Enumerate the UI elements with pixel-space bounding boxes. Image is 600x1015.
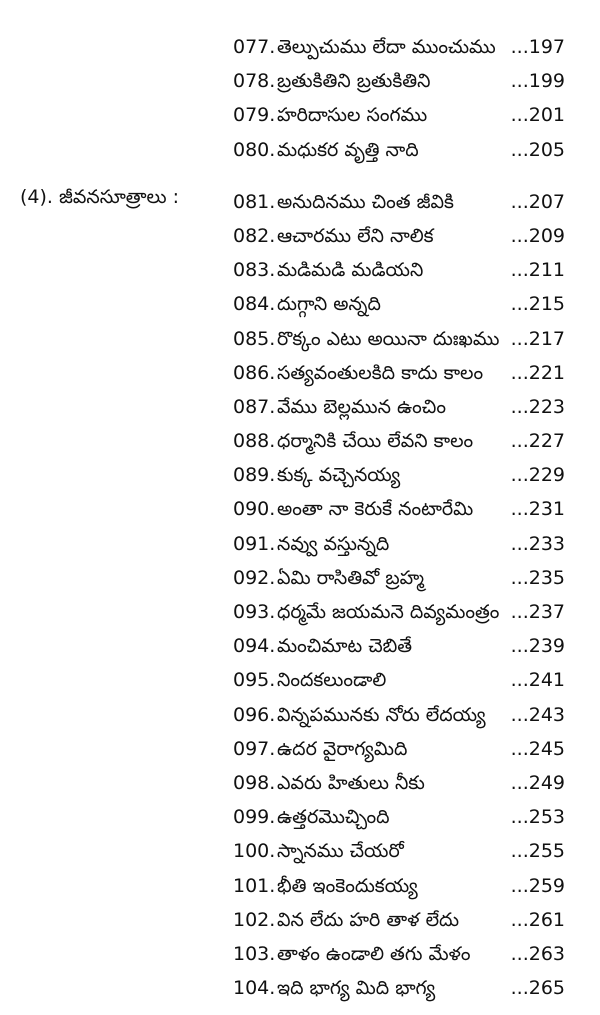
entry-page: ...229 bbox=[510, 464, 565, 487]
entry-number: 081. bbox=[233, 190, 276, 213]
entry-title: నిందకలుండాలి bbox=[277, 669, 387, 692]
entry-number: 097. bbox=[233, 737, 276, 760]
entry-title: భీతి ఇంకెందుకయ్య bbox=[277, 874, 418, 897]
entry-number: 103. bbox=[233, 942, 276, 965]
entry-number: 090. bbox=[233, 498, 276, 521]
entry-title: స్నానము చేయరో bbox=[277, 840, 404, 863]
entry-title: హరిదాసుల సంగము bbox=[277, 104, 428, 127]
entry-page: ...265 bbox=[510, 977, 565, 1000]
entry-title: ఉదర వైరాగ్యమిది bbox=[277, 737, 408, 760]
toc-entry bbox=[233, 185, 573, 219]
toc-entry bbox=[233, 492, 573, 526]
toc-entry bbox=[233, 458, 573, 492]
toc-entry bbox=[233, 937, 573, 971]
entry-number: 080. bbox=[233, 138, 276, 161]
entry-page: ...235 bbox=[510, 566, 565, 589]
entry-number: 091. bbox=[233, 532, 276, 555]
entry-title: ఇది భాగ్య మిది భాగ్య bbox=[277, 977, 436, 1000]
toc-entry bbox=[233, 903, 573, 937]
entry-title: దుగ్గాని అన్నది bbox=[277, 293, 381, 316]
entry-title: విన్నపమునకు నోరు లేదయ్య bbox=[277, 703, 486, 726]
toc-entry bbox=[233, 766, 573, 800]
entry-page: ...221 bbox=[510, 361, 565, 384]
entry-title: అంతా నా కెరుకే నంటారేమి bbox=[277, 498, 474, 521]
entry-title: మడిమడి మడియని bbox=[277, 259, 424, 282]
entry-number: 084. bbox=[233, 293, 276, 316]
entry-title: నవ్వు వస్తున్నది bbox=[277, 532, 390, 555]
toc-entry bbox=[233, 30, 573, 64]
entry-page: ...227 bbox=[510, 430, 565, 453]
entry-page: ...241 bbox=[510, 669, 565, 692]
entry-title: ధర్మమే జయమనె దివ్యమంత్రం bbox=[277, 601, 500, 623]
entry-page: ...201 bbox=[510, 104, 565, 127]
toc-entry bbox=[233, 869, 573, 903]
entry-title: వేము బెల్లమున ఉంచిం bbox=[277, 395, 446, 418]
entry-page: ...237 bbox=[510, 601, 565, 623]
entry-number: 092. bbox=[233, 566, 276, 589]
entry-number: 095. bbox=[233, 669, 276, 692]
entry-page: ...249 bbox=[510, 771, 565, 794]
toc-entry bbox=[233, 133, 573, 167]
toc-entry bbox=[233, 629, 573, 663]
entry-number: 082. bbox=[233, 224, 276, 247]
entry-number: 078. bbox=[233, 70, 276, 93]
toc-entry bbox=[233, 219, 573, 253]
entry-page: ...245 bbox=[510, 737, 565, 760]
entry-number: 100. bbox=[233, 840, 276, 863]
toc-entry bbox=[233, 390, 573, 424]
toc-entry bbox=[233, 732, 573, 766]
entry-page: ...239 bbox=[510, 635, 565, 658]
entry-page: ...223 bbox=[510, 395, 565, 418]
entry-page: ...211 bbox=[510, 259, 565, 282]
entry-number: 094. bbox=[233, 635, 276, 658]
entry-number: 087. bbox=[233, 395, 276, 418]
entry-number: 099. bbox=[233, 806, 276, 829]
entry-title: ఉత్తరమొచ్చింది bbox=[277, 806, 390, 829]
entry-page: ...263 bbox=[510, 942, 565, 965]
entry-page: ...233 bbox=[510, 532, 565, 555]
entry-title: ఆచారము లేని నాలిక bbox=[277, 224, 434, 247]
toc-entry bbox=[233, 322, 573, 356]
entry-page: ...197 bbox=[510, 36, 565, 58]
toc-entry bbox=[233, 253, 573, 287]
entry-page: ...255 bbox=[510, 840, 565, 863]
entry-title: మంచిమాట చెబితే bbox=[277, 635, 413, 658]
entry-page: ...259 bbox=[510, 874, 565, 897]
entry-page: ...199 bbox=[510, 70, 565, 93]
entry-number: 088. bbox=[233, 430, 276, 453]
toc-entry bbox=[233, 287, 573, 321]
toc-entry bbox=[233, 698, 573, 732]
entry-number: 104. bbox=[233, 977, 276, 1000]
entry-number: 085. bbox=[233, 327, 276, 350]
toc-entry bbox=[233, 595, 573, 629]
entry-page: ...243 bbox=[510, 703, 565, 726]
entry-title: తెల్పుచుము లేదా ముంచుము bbox=[277, 36, 496, 58]
entry-page: ...215 bbox=[510, 293, 565, 316]
entry-title: అనుదినము చింత జీవికి bbox=[277, 190, 454, 213]
toc-entry bbox=[233, 424, 573, 458]
entry-title: ఏమి రాసితివో బ్రహ్మ bbox=[277, 566, 425, 589]
section-heading: (4). జీవనసూత్రాలు : bbox=[20, 186, 180, 208]
entry-number: 077. bbox=[233, 36, 276, 58]
entry-number: 096. bbox=[233, 703, 276, 726]
entry-title: ఎవరు హితులు నీకు bbox=[277, 771, 425, 794]
entry-number: 102. bbox=[233, 908, 276, 931]
toc-entry bbox=[233, 663, 573, 697]
entry-title: మధుకర వృత్తి నాది bbox=[277, 138, 419, 161]
entry-title: తాళం ఉండాలి తగు మేళం bbox=[277, 942, 471, 965]
entry-title: సత్యవంతులకిది కాదు కాలం bbox=[277, 361, 484, 384]
entry-number: 101. bbox=[233, 874, 276, 897]
toc-entry bbox=[233, 834, 573, 868]
entry-title: కుక్క వచ్చెనయ్య bbox=[277, 464, 401, 487]
toc-entry bbox=[233, 561, 573, 595]
toc-entry bbox=[233, 356, 573, 390]
toc-entry bbox=[233, 527, 573, 561]
entry-page: ...253 bbox=[510, 806, 565, 829]
toc-entry bbox=[233, 64, 573, 98]
entry-page: ...217 bbox=[510, 327, 565, 350]
entry-page: ...209 bbox=[510, 224, 565, 247]
entry-number: 083. bbox=[233, 259, 276, 282]
entry-title: ధర్మానికి చేయి లేవని కాలం bbox=[277, 430, 474, 453]
entry-number: 086. bbox=[233, 361, 276, 384]
entry-number: 089. bbox=[233, 464, 276, 487]
entry-number: 098. bbox=[233, 771, 276, 794]
entry-title: విన లేదు హరి తాళ లేదు bbox=[277, 908, 460, 931]
entry-title: రొక్కం ఎటు అయినా దుఃఖము bbox=[277, 327, 500, 350]
entry-page: ...207 bbox=[510, 190, 565, 213]
entry-page: ...231 bbox=[510, 498, 565, 521]
entry-number: 079. bbox=[233, 104, 276, 127]
entry-page: ...205 bbox=[510, 138, 565, 161]
toc-entry bbox=[233, 800, 573, 834]
entry-number: 093. bbox=[233, 601, 276, 623]
toc-entry bbox=[233, 98, 573, 132]
entry-title: బ్రతుకితిని బ్రతుకితిని bbox=[277, 70, 431, 93]
entry-page: ...261 bbox=[510, 908, 565, 931]
toc-entry bbox=[233, 971, 573, 1005]
toc-list bbox=[233, 30, 573, 1005]
